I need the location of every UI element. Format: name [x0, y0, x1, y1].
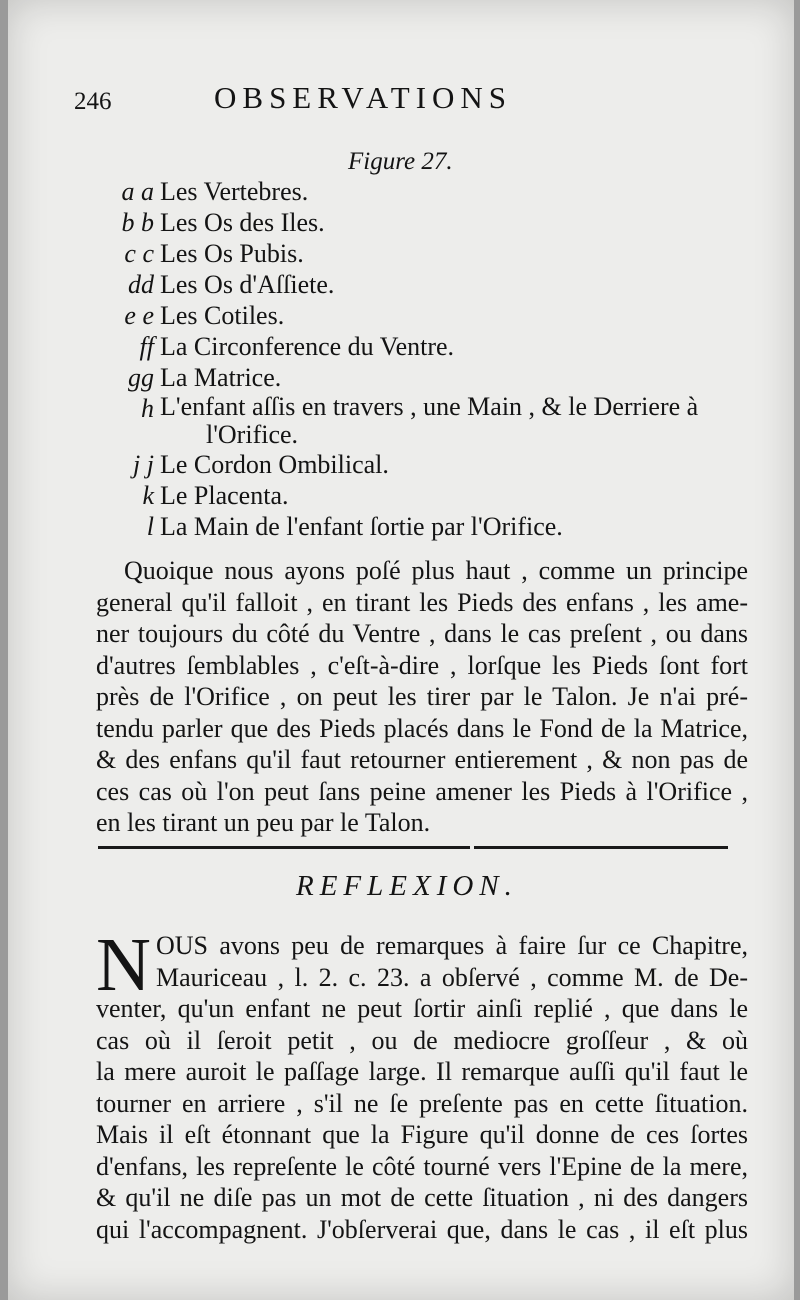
page-number: 246 [74, 88, 112, 115]
legend-key: e e [124, 301, 154, 330]
legend-item [108, 480, 768, 511]
paragraph-line: la mere auroit le paſſage large. Il remarque auſſi qu'il faut le [96, 1057, 748, 1086]
legend-key: a a [121, 177, 154, 206]
legend-key: gg [128, 363, 154, 392]
legend-label: La Matrice. [160, 363, 282, 392]
legend-key: ff [139, 332, 154, 361]
paragraph-line: d'enfans, les repreſente le côté tourné vers l'Epine de la mere, [96, 1151, 748, 1181]
legend-label: La Main de l'enfant ſortie par l'Orifice. [160, 512, 563, 541]
legend-label: Le Cordon Ombilical. [160, 450, 389, 479]
paragraph-line: & des enfans qu'il faut retourner entierement , & non pas de [96, 745, 748, 774]
paragraph-line: Mais il eſt étonnant que la Figure qu'il donne de ces ſortes [96, 1120, 748, 1149]
paragraph-line: en les tirant un peu par le Talon. [96, 808, 431, 837]
body-paragraph [96, 555, 748, 839]
paragraph-line: cas où il ſeroit petit , ou de mediocre groſſeur , & où [96, 1025, 748, 1055]
figure-legend [108, 176, 768, 542]
legend-label-continuation: l'Orifice. [206, 420, 299, 449]
legend-key: k [142, 481, 154, 510]
legend-key: l [146, 512, 154, 541]
legend-key: dd [128, 270, 154, 299]
running-title: OBSERVATIONS [214, 80, 513, 115]
paragraph-line: ner toujours du côté du Ventre , dans le cas preſent , ou dans [96, 619, 748, 648]
paragraph-line: Mauriceau , l. 2. c. 23. a obſervé , comme M. de De- [156, 962, 748, 992]
legend-item [108, 238, 768, 269]
legend-label: La Circonference du Ventre. [160, 332, 455, 361]
paragraph-line: venter, qu'un enfant ne peut ſortir ainſi replié , que dans le [96, 994, 748, 1023]
legend-label: Les Os d'Aſſiete. [160, 270, 335, 299]
legend-key: j j [133, 450, 154, 479]
paragraph-line: ces cas où l'on peut ſans peine amener les Pieds à l'Orifice , [96, 776, 748, 806]
legend-item [108, 511, 768, 542]
legend-key: b b [121, 208, 154, 237]
legend-key: c c [124, 239, 154, 268]
legend-item [108, 362, 768, 393]
legend-label: Le Placenta. [160, 481, 289, 510]
figure-title: Figure 27. [348, 148, 453, 175]
section-divider [474, 846, 728, 849]
legend-label: Les Vertebres. [160, 177, 309, 206]
section-divider [98, 846, 470, 849]
drop-cap: N [96, 923, 151, 1007]
paragraph-line: Quoique nous ayons poſé plus haut , comme un principe [124, 556, 748, 585]
section-heading: REFLEXION. [296, 870, 518, 902]
legend-label: Les Os des Iles. [160, 208, 325, 237]
paragraph-line: general qu'il falloit , en tirant les Pieds des enfans , les ame- [96, 587, 748, 617]
paragraph-line: tendu parler que des Pieds placés dans le Fond de la Matrice, [96, 713, 748, 743]
legend-item [108, 449, 768, 480]
paragraph-line: tourner en arriere , s'il ne ſe preſente pas en cette ſituation. [96, 1088, 748, 1118]
legend-item [108, 300, 768, 331]
paragraph-line: près de l'Orifice , on peut les tirer par le Talon. Je n'ai pré- [96, 682, 748, 711]
legend-label: Les Cotiles. [160, 301, 285, 330]
paragraph-line: OUS avons peu de remarques à faire ſur ce Chapitre, [156, 931, 748, 960]
reflexion-paragraph [96, 923, 748, 1245]
legend-item [108, 393, 768, 449]
paragraph-line: & qu'il ne diſe pas un mot de cette ſituation , ni des dangers [96, 1183, 748, 1212]
legend-item [108, 207, 768, 238]
legend-item [108, 269, 768, 300]
legend-label-block [160, 393, 760, 449]
book-page [8, 0, 794, 1300]
legend-item [108, 176, 768, 207]
legend-label: L'enfant aſſis en travers , une Main , & le Derriere à [160, 392, 699, 421]
page-header [74, 80, 734, 120]
legend-key: h [141, 394, 154, 423]
legend-label: Les Os Pubis. [160, 239, 304, 268]
paragraph-line: qui l'accompagnent. J'obſerverai que, dans le cas , il eſt plus [96, 1214, 748, 1244]
legend-item [108, 331, 768, 362]
paragraph-line: d'autres ſemblables , c'eſt-à-dire , lorſque les Pieds ſont fort [96, 650, 748, 680]
